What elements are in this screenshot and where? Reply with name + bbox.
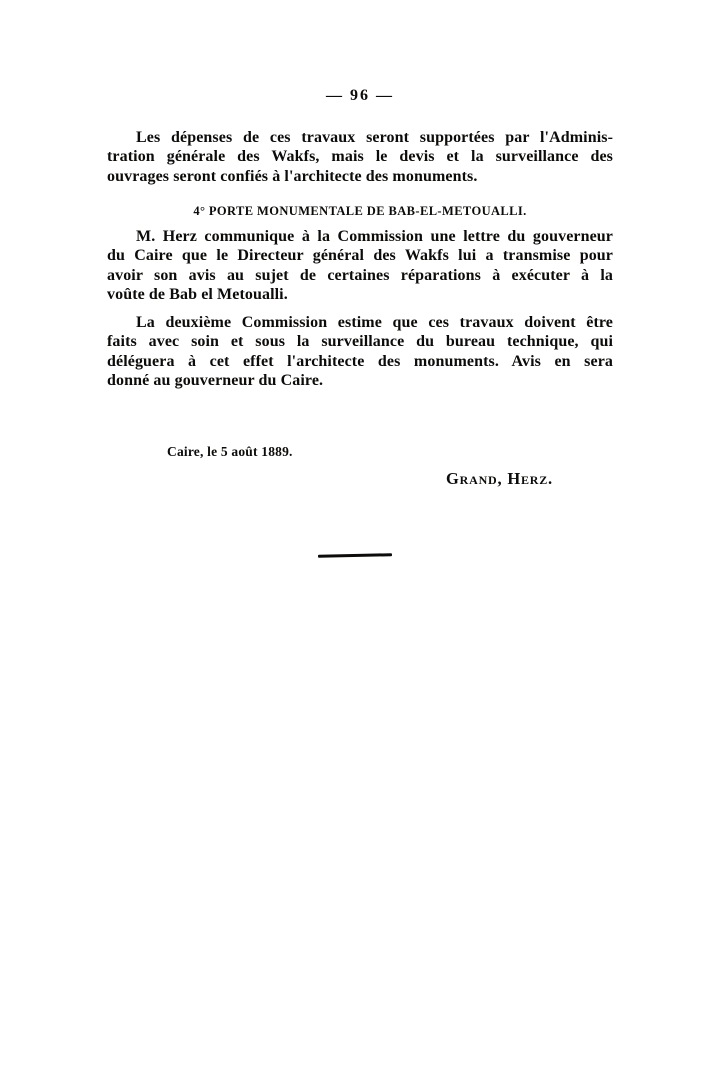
paragraph-wakfs-expenses: [107, 128, 613, 186]
text-line: M. Herz communique à la Commission une lettre du gouverneur: [136, 228, 613, 245]
text-line: tration générale des Wakfs, mais le devis et la surveillance des: [107, 148, 613, 166]
text-line: déléguera à cet effet l'architecte des monuments. Avis en sera: [107, 352, 613, 370]
end-divider-rule: [318, 553, 392, 558]
text-line: du Caire que le Directeur général des Wakfs lui a transmise pour: [107, 247, 613, 265]
paragraph-herz-letter: [107, 227, 613, 304]
text-line: donné au gouverneur du Caire.: [107, 371, 324, 389]
date-line: Caire, le 5 août 1889.: [167, 444, 293, 459]
text-line: ouvrages seront confiés à l'architecte des monuments.: [107, 167, 478, 185]
text-line: Les dépenses de ces travaux seront supportées par l'Adminis-: [136, 129, 613, 146]
text-line: voûte de Bab el Metoualli.: [107, 285, 288, 303]
text-line: faits avec soin et sous la surveillance du bureau technique, qui: [107, 333, 613, 351]
section-heading: 4° PORTE MONUMENTALE DE BAB-EL-METOUALLI.: [193, 204, 527, 218]
text-line: La deuxième Commission estime que ces travaux doivent être: [136, 314, 613, 331]
paragraph-commission-opinion: [107, 313, 613, 390]
text-line: avoir son avis au sujet de certaines réparations à exécuter à la: [107, 266, 613, 284]
signature-names: Grand, Herz.: [446, 469, 553, 488]
page-number: — 96 —: [326, 87, 394, 104]
